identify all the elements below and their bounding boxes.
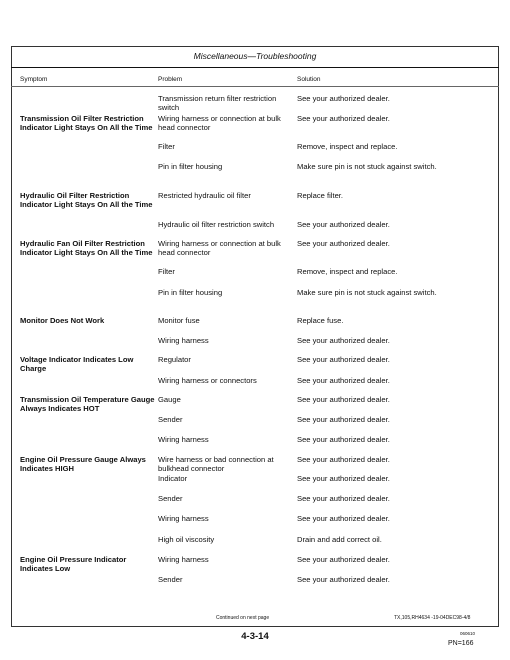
problem-cell: Filter xyxy=(158,142,175,151)
continued-note: Continued on next page xyxy=(216,615,270,621)
column-header-symptom: Symptom xyxy=(20,76,48,83)
problem-cell: Sender xyxy=(158,415,183,424)
problem-cell: Regulator xyxy=(158,355,191,364)
problem-cell: Pin in filter housing xyxy=(158,162,223,171)
date-code: 060610 xyxy=(460,631,476,636)
symptom-cell: Voltage Indicator Indicates Low Charge xyxy=(20,355,134,373)
solution-cell: See your authorized dealer. xyxy=(297,239,390,248)
solution-cell: See your authorized dealer. xyxy=(297,415,390,424)
problem-cell: Wiring harness xyxy=(158,336,209,345)
solution-cell: See your authorized dealer. xyxy=(297,555,390,564)
solution-cell: See your authorized dealer. xyxy=(297,494,390,503)
problem-cell: Wiring harness or connection at bulk head connector xyxy=(158,114,281,132)
problem-cell: Sender xyxy=(158,575,183,584)
problem-cell: Gauge xyxy=(158,395,181,404)
solution-cell: Make sure pin is not stuck against switch. xyxy=(297,162,437,171)
page-frame-left xyxy=(11,46,12,626)
problem-cell: Restricted hydraulic oil filter xyxy=(158,191,251,200)
solution-cell: Remove, inspect and replace. xyxy=(297,267,398,276)
problem-cell: Pin in filter housing xyxy=(158,288,223,297)
solution-cell: See your authorized dealer. xyxy=(297,220,390,229)
solution-cell: See your authorized dealer. xyxy=(297,575,390,584)
title-rule xyxy=(11,67,499,68)
page-number: 4-3-14 xyxy=(241,631,269,642)
page-frame-right xyxy=(498,46,499,626)
problem-cell: Indicator xyxy=(158,474,188,483)
solution-cell: See your authorized dealer. xyxy=(297,336,390,345)
solution-cell: See your authorized dealer. xyxy=(297,376,390,385)
problem-cell: Wire harness or bad connection at bulkhead connector xyxy=(158,455,274,473)
problem-cell: Wiring harness or connectors xyxy=(158,376,257,385)
symptom-cell: Monitor Does Not Work xyxy=(20,316,105,325)
symptom-cell: Engine Oil Pressure Indicator Indicates Low xyxy=(20,555,127,573)
solution-cell: Make sure pin is not stuck against switch. xyxy=(297,288,437,297)
symptom-cell: Transmission Oil Filter Restriction Indicator Light Stays On All the Time xyxy=(20,114,153,132)
solution-cell: See your authorized dealer. xyxy=(297,114,390,123)
page-frame-top xyxy=(11,46,499,47)
symptom-cell: Hydraulic Fan Oil Filter Restriction Indicator Light Stays On All the Time xyxy=(20,239,153,257)
solution-cell: See your authorized dealer. xyxy=(297,474,390,483)
problem-cell: Sender xyxy=(158,494,183,503)
solution-cell: See your authorized dealer. xyxy=(297,514,390,523)
column-header-problem: Problem xyxy=(158,76,183,83)
solution-cell: Replace fuse. xyxy=(297,316,344,325)
solution-cell: See your authorized dealer. xyxy=(297,94,390,103)
solution-cell: Replace filter. xyxy=(297,191,344,200)
problem-cell: Filter xyxy=(158,267,175,276)
symptom-cell: Transmission Oil Temperature Gauge Always Indicates HOT xyxy=(20,395,155,413)
solution-cell: Remove, inspect and replace. xyxy=(297,142,398,151)
symptom-cell: Engine Oil Pressure Gauge Always Indicates HIGH xyxy=(20,455,146,473)
page-title: Miscellaneous—Troubleshooting xyxy=(193,51,317,61)
problem-cell: Monitor fuse xyxy=(158,316,200,325)
problem-cell: Wiring harness xyxy=(158,435,209,444)
solution-cell: Drain and add correct oil. xyxy=(297,535,382,544)
problem-cell: Wiring harness or connection at bulk head connector xyxy=(158,239,281,257)
column-header-solution: Solution xyxy=(297,76,321,83)
solution-cell: See your authorized dealer. xyxy=(297,395,390,404)
solution-cell: See your authorized dealer. xyxy=(297,455,390,464)
symptom-cell: Hydraulic Oil Filter Restriction Indicator Light Stays On All the Time xyxy=(20,191,153,209)
solution-cell: See your authorized dealer. xyxy=(297,435,390,444)
reference-code: TX,105,RH4634 -19-04DEC98-4/8 xyxy=(394,615,471,621)
problem-cell: Hydraulic oil filter restriction switch xyxy=(158,220,275,229)
footer-rule xyxy=(11,626,499,627)
solution-cell: See your authorized dealer. xyxy=(297,355,390,364)
problem-cell: High oil viscosity xyxy=(158,535,215,544)
problem-cell: Transmission return filter restriction switch xyxy=(158,94,277,112)
pn-number: PN=166 xyxy=(448,640,474,647)
header-rule xyxy=(11,86,499,87)
problem-cell: Wiring harness xyxy=(158,555,209,564)
problem-cell: Wiring harness xyxy=(158,514,209,523)
